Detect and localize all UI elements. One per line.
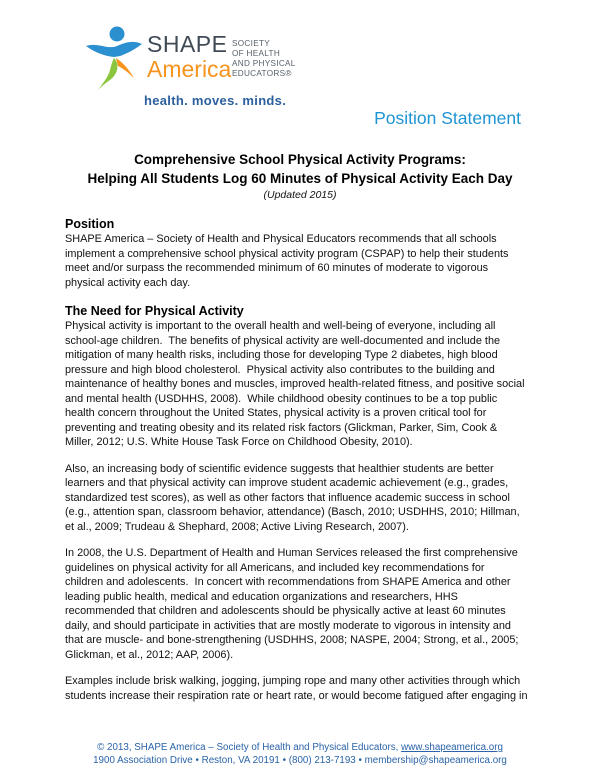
logo-org-name [232, 39, 296, 79]
logo-name-shape: SHAPE [147, 31, 228, 57]
logo-head-blue [110, 27, 125, 42]
position-statement-label: Position Statement [374, 108, 521, 128]
logo-name-america: America [147, 56, 232, 82]
logo-leg-green [98, 58, 117, 90]
paragraph [65, 232, 545, 290]
title-line-2: Helping All Students Log 60 Minutes of Physical Activity Each Day [87, 171, 513, 186]
paragraph-line: school-age children. The benefits of physical activity are well-documented and include the [65, 334, 501, 347]
paragraph-gap [65, 534, 545, 546]
section-gap [65, 290, 545, 303]
paragraph-line: recommended that children and adolescents should be physically active at least 60 minutes [65, 605, 506, 617]
paragraph-line: SHAPE America – Society of Health and Physical Educators recommends that all schools [65, 233, 497, 245]
paragraph-line: standardized test scores), as well as other factors that influence academic success in school [65, 491, 510, 504]
paragraph-line: (e.g., attention span, classroom behavior, attendance) (Basch, 2010; USDHHS, 2010; Hillman, [65, 506, 520, 518]
paragraph-line: et al., 2009; Trudeau & Shephard, 2008; Active Living Research, 2007). [65, 520, 409, 533]
paragraph-line: implement a comprehensive school physical activity program (CSPAP) to help their students [65, 247, 509, 260]
paragraph-line: that are muscle- and bone-strengthening (USDHHS, 2008; NASPE, 2004; Strong, et al., 2005; [65, 634, 519, 646]
paragraph [65, 674, 545, 703]
paragraph-line: Miller, 2012; U.S. White House Task Force on Childhood Obesity, 2010). [65, 436, 413, 448]
section-heading: The Need for Physical Activity [65, 304, 244, 318]
paragraph-line: pressure and high blood cholesterol. Physical activity also contributes to the building and [65, 363, 495, 376]
paragraph-line: Examples include brisk walking, jogging, jumping rope and many other activities through which [65, 675, 521, 687]
paragraph [65, 462, 545, 535]
logo-org-line: AND PHYSICAL [232, 59, 296, 68]
paragraph-line: guidelines on physical activity for all Americans, and included key recommendations for [65, 561, 485, 574]
paragraph-line: and mental health (USDHHS, 2008). While childhood obesity continues to be a top public [65, 392, 498, 405]
paragraph-line: students increase their respiration rate or heart rate, or would become fatigued after engaging in [65, 689, 528, 702]
logo-org-line: SOCIETY [232, 39, 271, 48]
shape-america-logo-figure [84, 24, 144, 92]
footer-line-1 [0, 741, 600, 754]
paragraph-gap [65, 662, 545, 674]
paragraph-line: preventing and treating obesity and its related risk factors (Glickman, Parker, Sim, Cook & [65, 421, 498, 434]
paragraph-line: maintenance of healthy bones and muscles, improved health-related fitness, and positive social [65, 378, 525, 390]
logo-leg-orange [116, 58, 134, 78]
logo-org-line: OF HEALTH [232, 49, 281, 58]
paragraph-line: mitigation of many health risks, including those for developing Type 2 diabetes, high blood [65, 349, 498, 361]
document-title [0, 150, 600, 202]
paragraph-line: Also, an increasing body of scientific evidence suggests that healthier students are better [65, 462, 494, 475]
logo-org-line: EDUCATORS® [232, 69, 292, 78]
section-heading: Position [65, 217, 115, 231]
paragraph [65, 319, 545, 450]
paragraph-line: Glickman, et al., 2012; AAP, 2006). [65, 648, 234, 661]
paragraph-line: leading public health, medical and education organizations and researchers, HHS [65, 590, 458, 603]
paragraph-line: health concern throughout the United States, physical activity is a proven critical tool for [65, 407, 487, 419]
updated-note: (Updated 2015) [263, 189, 337, 201]
title-line-1: Comprehensive School Physical Activity Programs: [134, 152, 466, 167]
document-body [65, 216, 545, 703]
logo-tagline: health. moves. minds. [144, 93, 287, 108]
paragraph-gap [65, 450, 545, 462]
paragraph-line: learners and that physical activity can improve student academic achievement (e.g., grades, [65, 477, 509, 489]
footer-copyright: © 2013, SHAPE America – Society of Health and Physical Educators, [97, 742, 402, 753]
paragraph-line: daily, and should participate in activities that are mostly moderate to vigorous in intensity and [65, 619, 511, 632]
paragraph [65, 546, 545, 662]
footer-website-link[interactable]: www.shapeamerica.org [401, 742, 503, 753]
paragraph-line: children and adolescents. In concert with recommendations from SHAPE America and other [65, 576, 511, 588]
paragraph-line: Physical activity is important to the overall health and well-being of everyone, including all [65, 320, 496, 332]
footer-line-2: 1900 Association Drive • Reston, VA 20191 • (800) 213-7193 • membership@shapeamerica.org [93, 755, 507, 766]
paragraph-line: physical activity each day. [65, 276, 191, 289]
footer [0, 741, 600, 767]
paragraph-line: meet and/or surpass the recommended minimum of 60 minutes of moderate to vigorous [65, 262, 489, 274]
logo-arms-blue [86, 42, 142, 57]
paragraph-line: In 2008, the U.S. Department of Health and Human Services released the first comprehensive [65, 547, 518, 559]
